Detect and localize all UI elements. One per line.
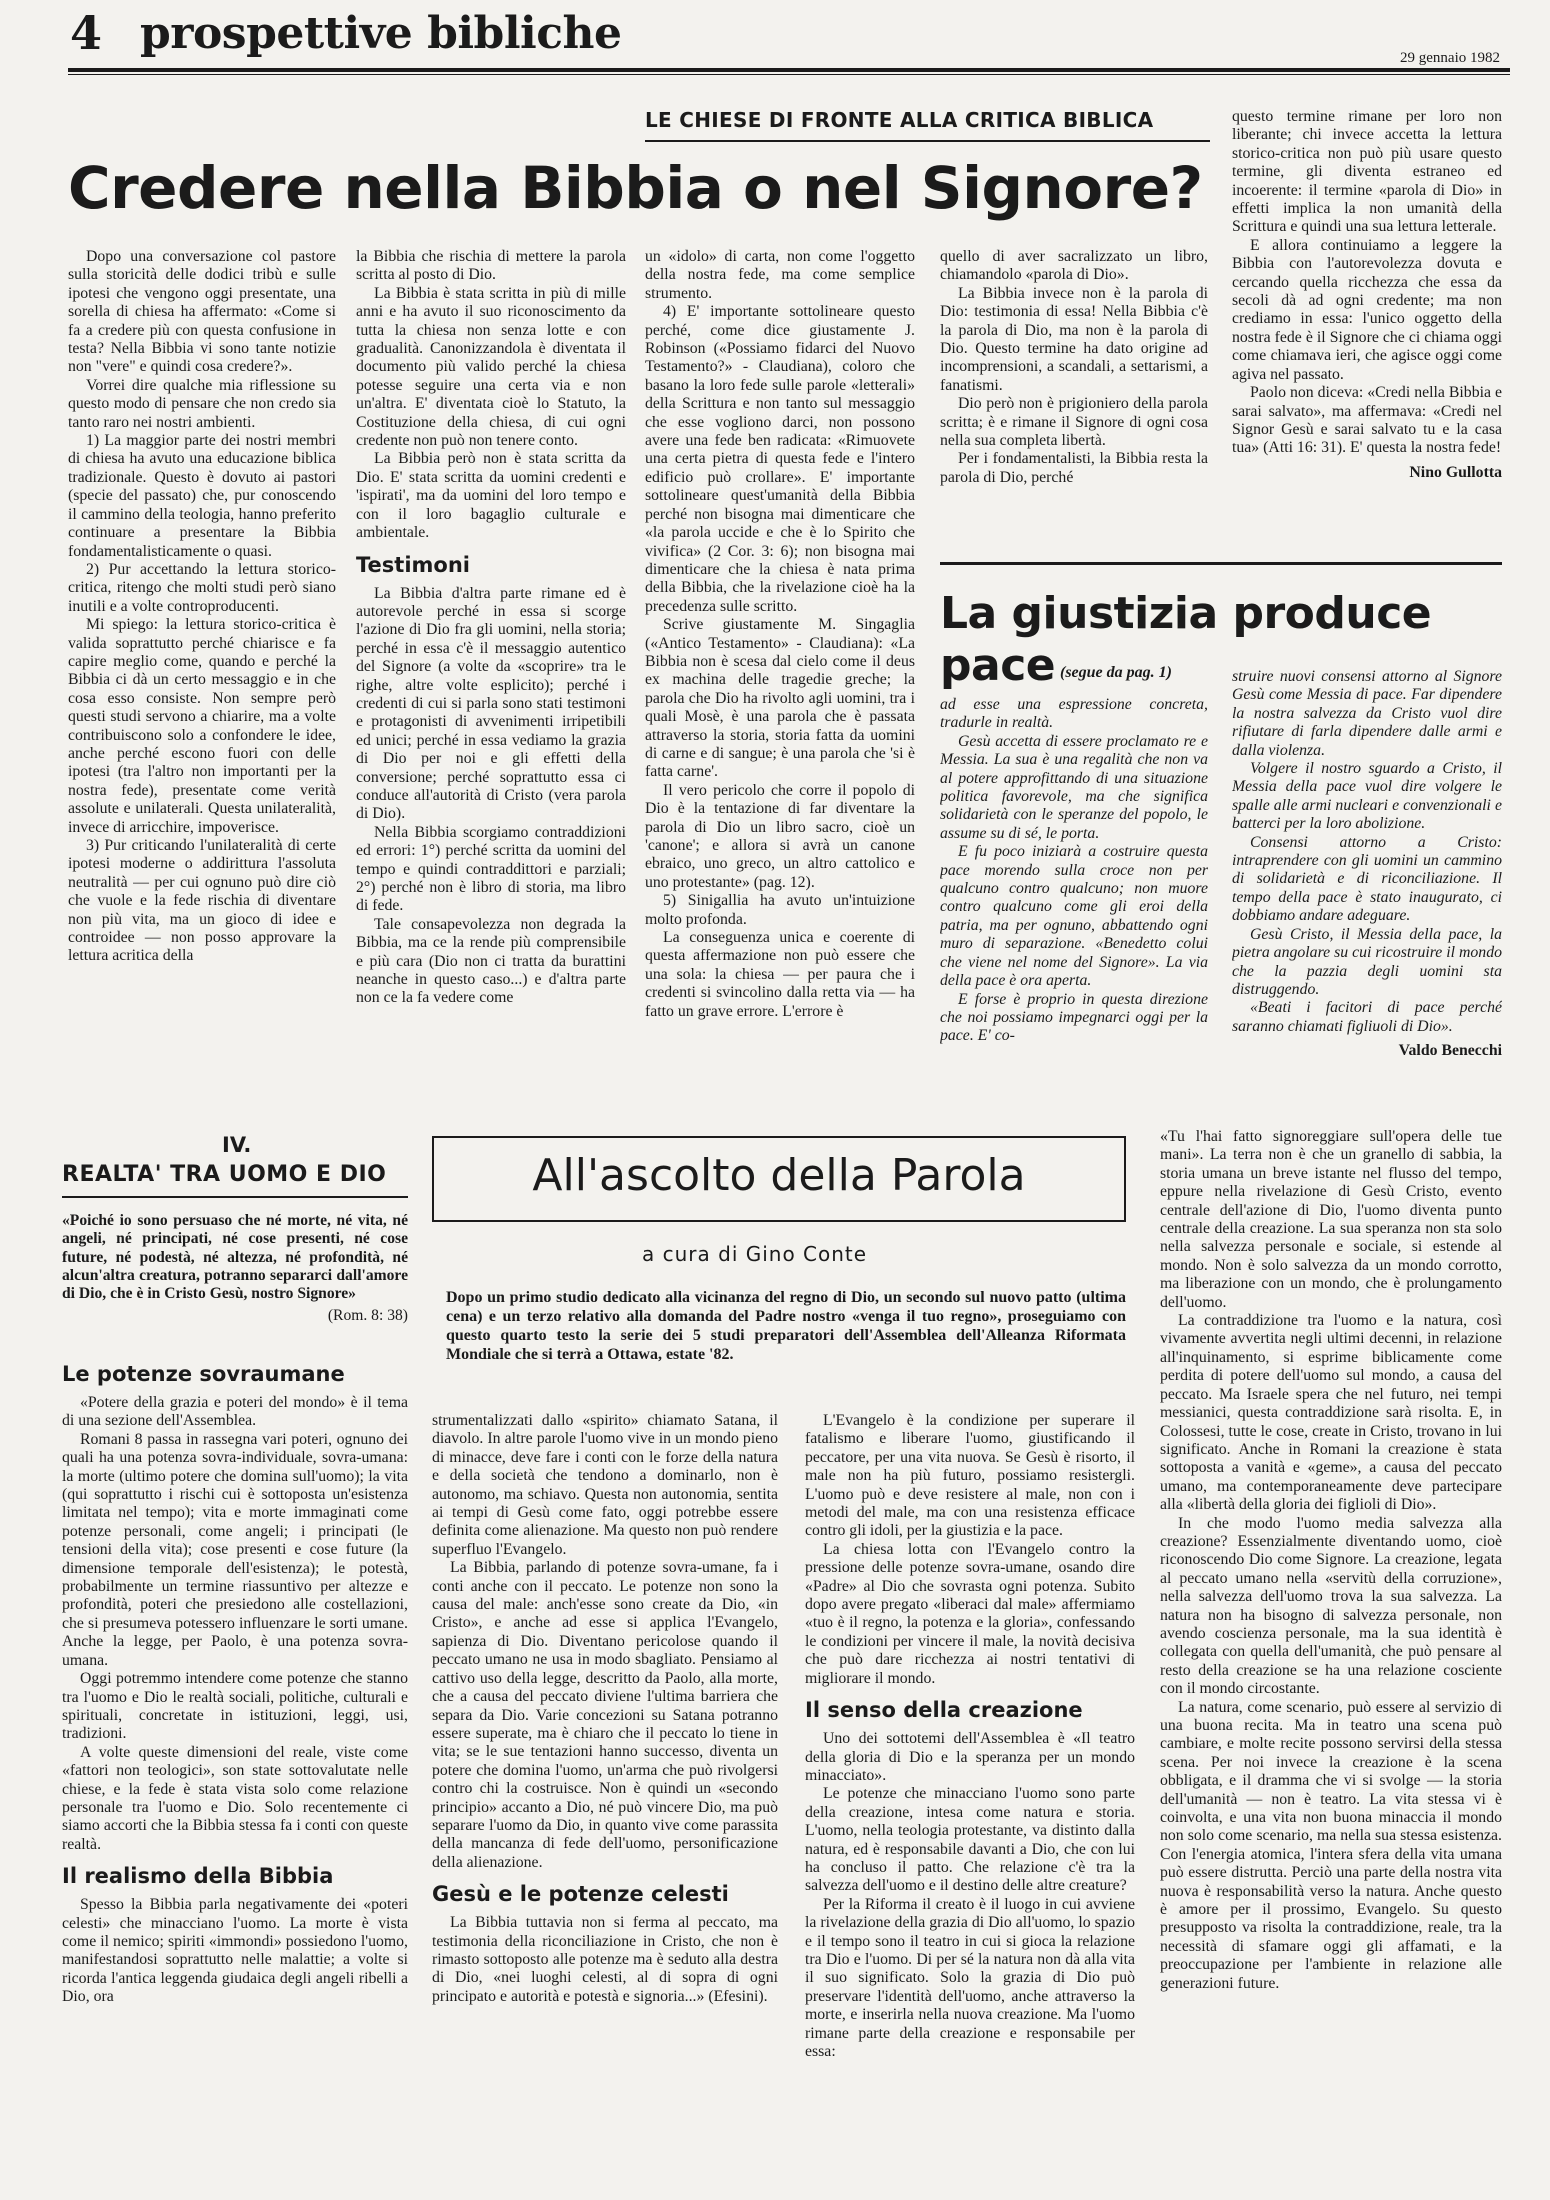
paragraph: La conseguenza unica e coerente di questa affermazione non può essere che una sola: la chiesa — per paura che i credenti si svincolino dalla retta via — ha fatto un grave errore. L'errore è [645, 929, 915, 1020]
header-rule-thin [68, 74, 1510, 75]
article1-column-4 [940, 248, 1208, 548]
subheading-gesu: Gesù e le potenze celesti [432, 1882, 729, 1907]
curator-credit: a cura di Gino Conte [642, 1242, 868, 1266]
paragraph: La Bibbia, parlando di potenze sovra-umane, fa i conti anche con il peccato. Le potenze non sono la causa del male: anch'esse sono create da Dio, «in Cristo», e anche ad esse si applica l'Evangelo, sapienza di Dio. Diventano pericolose quando il peccato umano ne usa in modo sbagliato. Pensiamo al cattivo uso della legge, descritto da Paolo, alla morte, che a causa del peccato diviene l'ultima barriera che separa da Dio. Varie concezioni su Satana potranno essere superate, ma è chiaro che il peccato lo tiene in vita; se le sue tentazioni hanno successo, diventa un potere che domina l'uomo, un'arma che può rivolgersi contro chi la costruisce. Non è quindi un «secondo principio» accanto a Dio, né può vincere Dio, ma può separare l'uomo da Dio, in quanto vive come parassita della mancanza di fede dell'uomo, personificazione della alienazione. [432, 1559, 778, 1871]
article3-column-4 [1160, 1128, 1502, 2142]
paragraph: Consensi attorno a Cristo: intraprendere con gli uomini un cammino di solidarietà e di riconciliazione. Il tempo della pace è stato inaugurato, ci dobbiamo andare adeguare. [1232, 833, 1502, 925]
article3-column-2 [432, 1412, 778, 2142]
paragraph: «Potere della grazia e poteri del mondo» è il tema di una sezione dell'Assemblea. [62, 1394, 408, 1430]
paragraph: Per la Riforma il creato è il luogo in cui avviene la rivelazione della grazia di Dio all'uomo, lo spazio e il tempo sono il teatro in cui si gioca la relazione tra Dio e l'uomo. Di per sé la natura non dà alla vita il suo significato. Solo la grazia di Dio può preservare l'identità dell'uomo, anche attraverso la morte, e inserirla nella nuova creazione. Ma l'uomo rimane parte della creazione e responsabile per essa: [805, 1895, 1135, 2060]
paragraph: Spesso la Bibbia parla negativamente dei «poteri celesti» che minacciano l'uomo. La morte è vista come il nemico; spiriti «immondi» possiedono l'uomo, manifestandosi soprattutto nelle malattie; a volte si ricorda l'antica leggenda giudaica degli angeli ribelli a Dio, ora [62, 1896, 408, 2006]
section-number: IV. [222, 1133, 252, 1157]
article-kicker: LE CHIESE DI FRONTE ALLA CRITICA BIBLICA [645, 108, 1154, 132]
paragraph: La Bibbia invece non è la parola di Dio: testimonia di essa! Nella Bibbia c'è la parola di Dio, ma non è la parola di Dio. Questo termine ha dato origine ad incomprensioni, a scandali, a settarismi, a fanatismi. [940, 284, 1208, 394]
kicker-rule [645, 140, 1210, 142]
author-signature: Nino Gullotta [1409, 463, 1502, 481]
paragraph: Gesù Cristo, il Messia della pace, la pietra angolare su cui ricostruire il mondo che la pazzia degli uomini sta distruggendo. [1232, 925, 1502, 998]
scripture-quote: «Poiché io sono persuaso che né morte, né vita, né angeli, né principati, né cose presenti, né cose future, né podestà, né altezza, né profondità, né alcun'altra creatura, potranno separarci dall'amore di Dio, che è in Cristo Gesù, nostro Signore» [62, 1212, 408, 1303]
page-number: 4 [70, 6, 103, 60]
subheading-potenze: Le potenze sovraumane [62, 1362, 345, 1386]
paragraph: La Bibbia però non è stata scritta da Dio. E' stata scritta da uomini credenti e 'ispirati', ma da uomini del loro tempo e con il loro bagaglio culturale e ambientale. [356, 450, 626, 542]
paragraph: Per i fondamentalisti, la Bibbia resta la parola di Dio, perché [940, 450, 1208, 486]
issue-date: 29 gennaio 1982 [1400, 50, 1500, 66]
section-title: REALTA' TRA UOMO E DIO [62, 1162, 387, 1187]
paragraph: La chiesa lotta con l'Evangelo contro la pressione delle potenze sovra-umane, osando dire «Padre» al Dio che sovrasta ogni potenza. Subito dopo avere pregato «liberaci dal male» affermiamo «tuo è il regno, la potenza e la gloria», confessando le condizioni per vincere il male, la novità decisiva che può dare ricchezza ai nostri tentativi di migliorare il mondo. [805, 1540, 1135, 1687]
article1-column-5 [1232, 108, 1502, 548]
section-rule [62, 1196, 408, 1198]
paragraph: questo termine rimane per loro non liberante; chi invece accetta la lettura storico-critica non può più usare questo termine, gli diventa estraneo ed incoerente: il termine «parola di Dio» in effetti implica la non umanità della Scrittura e quindi una sua lettura letterale. [1232, 108, 1502, 236]
paragraph: La Bibbia tuttavia non si ferma al peccato, ma testimonia della riconciliazione in Cristo, che non è rimasto sottoposto alle potenze ma è seduto alla destra di Dio, «nei luoghi celesti, al di sopra di ogni principato e autorità e potestà e signoria...» (Efesini). [432, 1914, 778, 2005]
paragraph: ad esse una espressione concreta, tradurle in realtà. [940, 696, 1208, 732]
paragraph: Vorrei dire qualche mia riflessione su questo modo di pensare che non credo sia tanto raro nei nostri ambienti. [68, 376, 336, 431]
article1-column-1 [68, 248, 336, 1090]
newspaper-section-title: prospettive bibliche [140, 8, 622, 59]
paragraph: Dio però non è prigioniero della parola scritta; è e rimane il Signore di ogni cosa nella sua completa libertà. [940, 395, 1208, 450]
article3-column-3 [805, 1412, 1135, 2142]
article2-headline: La giustizia produce pace [940, 588, 1432, 691]
paragraph: La natura, come scenario, può essere al servizio di una buona recita. Ma in teatro una scena può cambiare, e molte recite possono servirsi della stessa scena. Per noi invece la creazione è la scena obbligata, e il dramma che vi si svolge — la storia dell'umanità — non è teatro. La vita stessa vi è coinvolta, e una vita non buona minaccia il mondo non solo come scenario, ma nella sua stessa esistenza. Con l'energia atomica, l'intera sfera della vita umana può essere distrutta. Perciò una parte della nostra vita nuova è responsabilità verso la natura. Anche questo è amore per il prossimo, Evangelo. Su questo presupposto va risolta la contraddizione, reale, tra la necessità di sfamare oggi gli affamati, e la preoccupazione per l'ambiente in relazione alle generazioni future. [1160, 1698, 1502, 1992]
paragraph: Gesù accetta di essere proclamato re e Messia. La sua è una regalità che non va al potere approfittando di una situazione politica favorevole, ma che significa solidarietà con le speranze del popolo, le assume su di sé, le porta. [940, 732, 1208, 842]
paragraph: Tale consapevolezza non degrada la Bibbia, ma ce la rende più comprensibile e più cara (Dio non ci tratta da burattini neanche in questo caso...) e d'altra parte non ce la fa vedere come [356, 915, 626, 1007]
paragraph: Volgere il nostro sguardo a Cristo, il Messia della pace vuol dire volgere le spalle alle armi nucleari e convenzionali e batterci per la loro abolizione. [1232, 760, 1502, 833]
author-signature: Valdo Benecchi [1398, 1042, 1502, 1060]
paragraph: struire nuovi consensi attorno al Signore Gesù come Messia di pace. Far dipendere la nostra salvezza da Cristo vuol dire rifiutare di farla dipendere dalle armi e dalla violenza. [1232, 668, 1502, 759]
subheading-senso: Il senso della creazione [805, 1698, 1083, 1723]
header-rule-thick [68, 68, 1510, 72]
paragraph: quello di aver sacralizzato un libro, chiamandolo «parola di Dio». [940, 248, 1208, 284]
paragraph: Mi spiego: la lettura storico-critica è valida soprattutto perché chiarisce e fa capire meglio come, quando e perché la Bibbia ci dà un certo messaggio e in che cosa esso consiste. Non sempre però questi studi servono a chiarire, ma a volte contribuiscono solo a confondere le idee, anche perché escono fuori con delle ipotesi (tra l'altro non importanti per la nostra fede), presentate come verità assolute e unilaterali. Questa unilateralità, invece di arricchire, impoverisce. [68, 616, 336, 836]
paragraph: 5) Sinigallia ha avuto un'intuizione molto profonda. [645, 892, 915, 928]
paragraph: Romani 8 passa in rassegna vari poteri, ognuno dei quali ha una potenza sovra-individuale, sovra-umana: la morte (ultimo potere che domina sull'uomo); la vita (qui soprattutto i rischi cui è sottoposta un'esistenza limitata nel tempo); vita e morte immaginati come potenze personali, come angeli; i principati (le tensioni della vita); cose presenti e cose future (la dimensione temporale dell'esistenza); le potestà, probabilmente un termine riassuntivo per altezze e profondità, poteri che presiedono alle costellazioni, che si presumeva potessero influenzare le sorti umane. Anche la legge, per Paolo, è una potenza sovra-umana. [62, 1430, 408, 1669]
paragraph: Le potenze che minacciano l'uomo sono parte della creazione, intesa come natura e storia. L'uomo, nella teologia protestante, va distinto dalla natura, ed è responsabile davanti a Dio, che con lui ha concluso il patto. Che relazione c'è tra la salvezza dell'uomo e il destino delle altre creature? [805, 1785, 1135, 1895]
paragraph: Scrive giustamente M. Singaglia («Antico Testamento» - Claudiana): «La Bibbia non è scesa dal cielo come il deus ex machina delle tragedie greche; la parola che Dio ha rivolto agli uomini, tra i quali Mosè, è una parola che è passata attraverso la storia, storia fatta da uomini di carne e di sangue; è una parola che 'si è fatta carne'. [645, 616, 915, 781]
article2-column-1 [940, 696, 1208, 1090]
paragraph: «Tu l'hai fatto signoreggiare sull'opera delle tue mani». La terra non è che un granello di sabbia, la storia umana un breve istante nel flusso del tempo, eppure nella rivelazione di Gesù Cristo, evento centrale dell'azione di Dio, l'uomo diventa punto centrale della creazione. La sua speranza non sta solo nella salvezza personale e sociale, si estende al mondo. Non è solo salvezza da un mondo corrotto, ma liberazione con un mondo, che è prolungamento dell'uomo. [1160, 1128, 1502, 1311]
paragraph: Paolo non diceva: «Credi nella Bibbia e sarai salvato», ma affermava: «Credi nel Signor Gesù e sarai salvato tu e la casa tua» (Atti 16: 31). E' questa la nostra fede! [1232, 384, 1502, 457]
paragraph: Oggi potremmo intendere come potenze che stanno tra l'uomo e Dio le realtà sociali, politiche, culturali e spirituali, concretate in istituzioni, leggi, usi, tradizioni. [62, 1670, 408, 1743]
paragraph: Dopo una conversazione col pastore sulla storicità delle dodici tribù e sulle ipotesi che vengono oggi presentate, una sorella di chiesa ha affermato: «Come si fa a credere più con questa confusione in testa? Nella Bibbia vi sono tante notizie non "vere" e quindi cosa credere?». [68, 248, 336, 376]
series-intro: Dopo un primo studio dedicato alla vicinanza del regno di Dio, un secondo sul nuovo patto (ultima cena) e un terzo relativo alla domanda del Padre nostro «venga il tuo regno», proseguiamo con questo quarto testo la serie dei 5 studi preparatori dell'Assemblea dell'Alleanza Riformata Mondiale che si terrà a Ottawa, estate '82. [446, 1289, 1126, 1363]
paragraph: Uno dei sottotemi dell'Assemblea è «Il teatro della gloria di Dio e la speranza per un mondo minacciato». [805, 1730, 1135, 1784]
article2-column-2 [1232, 668, 1502, 1098]
article3-column-1 [62, 1362, 408, 2142]
paragraph: L'Evangelo è la condizione per superare il fatalismo e liberare l'uomo, giustificando il peccatore, per una vita nuova. Se Gesù è risorto, il male non ha più futuro, possiamo resistergli. L'uomo può e deve resistere al male, non con i metodi del male, ma con una resistenza efficace contro gli idoli, per la giustizia e la pace. [805, 1412, 1135, 1540]
paragraph: Nella Bibbia scorgiamo contraddizioni ed errori: 1°) perché scritta da uomini del tempo e quindi contraddittori e parziali; 2°) perché non è libro di storia, ma libro di fede. [356, 823, 626, 915]
subheading-realismo: Il realismo della Bibbia [62, 1864, 334, 1889]
paragraph: E forse è proprio in questa direzione che noi possiamo impegnarci oggi per la pace. E' co- [940, 990, 1208, 1045]
paragraph: In che modo l'uomo media salvezza alla creazione? Essenzialmente diventando uomo, cioè riconoscendo Dio come Signore. La creazione, legata al peccato umano nella «servitù della corruzione», nella salvezza dell'uomo trova la sua salvezza. La natura non ha bisogno di salvezza personale, non avendo coscienza personale, ma la sua identità è collegata con quella dell'umanità, che può pensare al resto della creazione se ha una relazione cosciente con il mondo circostante. [1160, 1514, 1502, 1698]
column-title-box [432, 1136, 1126, 1222]
paragraph: «Beati i facitori di pace perché saranno chiamati figliuoli di Dio». [1232, 999, 1502, 1035]
paragraph: 1) La maggior parte dei nostri membri di chiesa ha avuto una educazione biblica tradizionale. Questo è dovuto ai pastori (specie del passato) che, pur conoscendo il cammino della teologia, hanno preferito continuare a presentare la Bibbia fondamentalisticamente o quasi. [68, 432, 336, 560]
paragraph: Il vero pericolo che corre il popolo di Dio è la tentazione di far diventare la parola di Dio un libro sacro, cioè un 'canone'; e allora si avrà un canone ebraico, uno greco, un altro cattolico e uno protestante» (pag. 12). [645, 781, 915, 891]
subheading-testimoni: Testimoni [356, 552, 470, 577]
continued-from-note: (segue da pag. 1) [1060, 664, 1172, 681]
article-headline: Credere nella Bibbia o nel Signore? [68, 154, 1203, 222]
paragraph: E fu poco iniziarà a costruire questa pace morendo sulla croce non per qualcuno contro qualcuno; non muore contro qualcuno come gli eroi della patria, ma per ognuno, abbattendo ogni muro di separazione. «Benedetto colui che viene nel nome del Signore». La via della pace è ora aperta. [940, 843, 1208, 990]
paragraph: La contraddizione tra l'uomo e la natura, così vivamente avvertita negli ultimi decenni, in relazione all'inquinamento, si esprime biblicamente come perdita di potere dell'uomo sul mondo, a causa del peccato. Ma Israele spera che nel futuro, nei tempi messianici, questa contraddizione sarà risolta. E, in Colossesi, tutte le cose, create in Cristo, trovano in lui significato. Anche in Romani la creazione è stata sottoposta a vanità e «geme», a causa del peccato umano, ma contemporaneamente deve partecipare alla «libertà della gloria dei figlioli di Dio». [1160, 1312, 1502, 1514]
paragraph: La Bibbia è stata scritta in più di mille anni e ha avuto il suo riconoscimento da tutta la chiesa non senza lotte e con gradualità. Canonizzandola è diventata il documento più valido perché la chiesa potesse seguire una certa via e non un'altra. E' diventata cioè lo Statuto, la Costituzione della chiesa, di cui ogni credente non può non tenere conto. [356, 284, 626, 450]
paragraph: A volte queste dimensioni del reale, viste come «fattori non teologici», son state sottovalutate nelle chiese, e la fede è stata vista solo come relazione personale tra l'uomo e Dio. Solo recentemente ci siamo accorti che la Bibbia stessa fa i conti con queste realtà. [62, 1743, 408, 1853]
paragraph: 4) E' importante sottolineare questo perché, come dice giustamente J. Robinson («Possiamo fidarci del Nuovo Testamento?» - Claudiana), coloro che basano la loro fede sulle parole «letterali» della Scrittura e non tanto sul messaggio che esse vogliono darci, non possono avere una fede ben radicata: «Rimuovete una certa pietra di questa fede e l'intero edificio può crollare». E' importante sottolineare quest'umanità della Bibbia perché non bisogna mai dimenticare che «la parola uccide e che è lo Spirito che vivifica» (2 Cor. 3: 6); non bisogna mai dimenticare che la chiesa è nata prima della Bibbia, che la rivelazione cioè ha la precedenza sulle scritto. [645, 303, 915, 615]
scripture-reference: (Rom. 8: 38) [327, 1307, 408, 1324]
paragraph: E allora continuiamo a leggere la Bibbia con l'autorevolezza dovuta e cercando quella ricchezza che essa da secoli dà ad ogni credente; ma non crediamo in essa: l'unico oggetto della nostra fede è il Signore che ci chiama oggi come chiamava ieri, che agisce oggi come agiva nel passato. [1232, 236, 1502, 383]
paragraph: strumentalizzati dallo «spirito» chiamato Satana, il diavolo. In altre parole l'uomo vive in un mondo pieno di minacce, deve fare i conti con le forze della natura e della società che tendono a dominarlo, non è autonomo, ma schiavo. Questa non autonomia, sentita ai tempi di Gesù come fato, oggi potrebbe essere definita come alienazione. Ma questo non può rendere superfluo l'Evangelo. [432, 1412, 778, 1558]
article2-top-rule [940, 562, 1502, 565]
paragraph: 2) Pur accettando la lettura storico-critica, ritengo che molti studi però siano inutili e a volte controproducenti. [68, 560, 336, 615]
column-title: All'ascolto della Parola [532, 1150, 1026, 1201]
paragraph: la Bibbia che rischia di mettere la parola scritta al posto di Dio. [356, 248, 626, 284]
article1-column-2 [356, 248, 626, 1090]
paragraph: 3) Pur criticando l'unilateralità di certe ipotesi moderne o addirittura l'assoluta neutralità — per cui ognuno può dire ciò che vuole e la fede rischia di diventare non più vita, ma un gioco di idee e controidee — non posso approvare la lettura acritica della [68, 837, 336, 965]
paragraph: un «idolo» di carta, non come l'oggetto della nostra fede, ma come semplice strumento. [645, 248, 915, 302]
article1-column-3 [645, 248, 915, 1090]
paragraph: La Bibbia d'altra parte rimane ed è autorevole perché in essa si scorge l'azione di Dio fra gli uomini, nella storia; perché in essa c'è il messaggio autentico del Signore (a volte da «scoprire» tra le righe, altre volte esplicito); perché i credenti di cui si parla sono stati testimoni e protagonisti di avvenimenti irripetibili ed unici; perché in essa vediamo la grazia di Dio per noi e gli effetti della conversione; perché soprattutto essa ci conduce all'autorità di Cristo (vera parola di Dio). [356, 584, 626, 823]
